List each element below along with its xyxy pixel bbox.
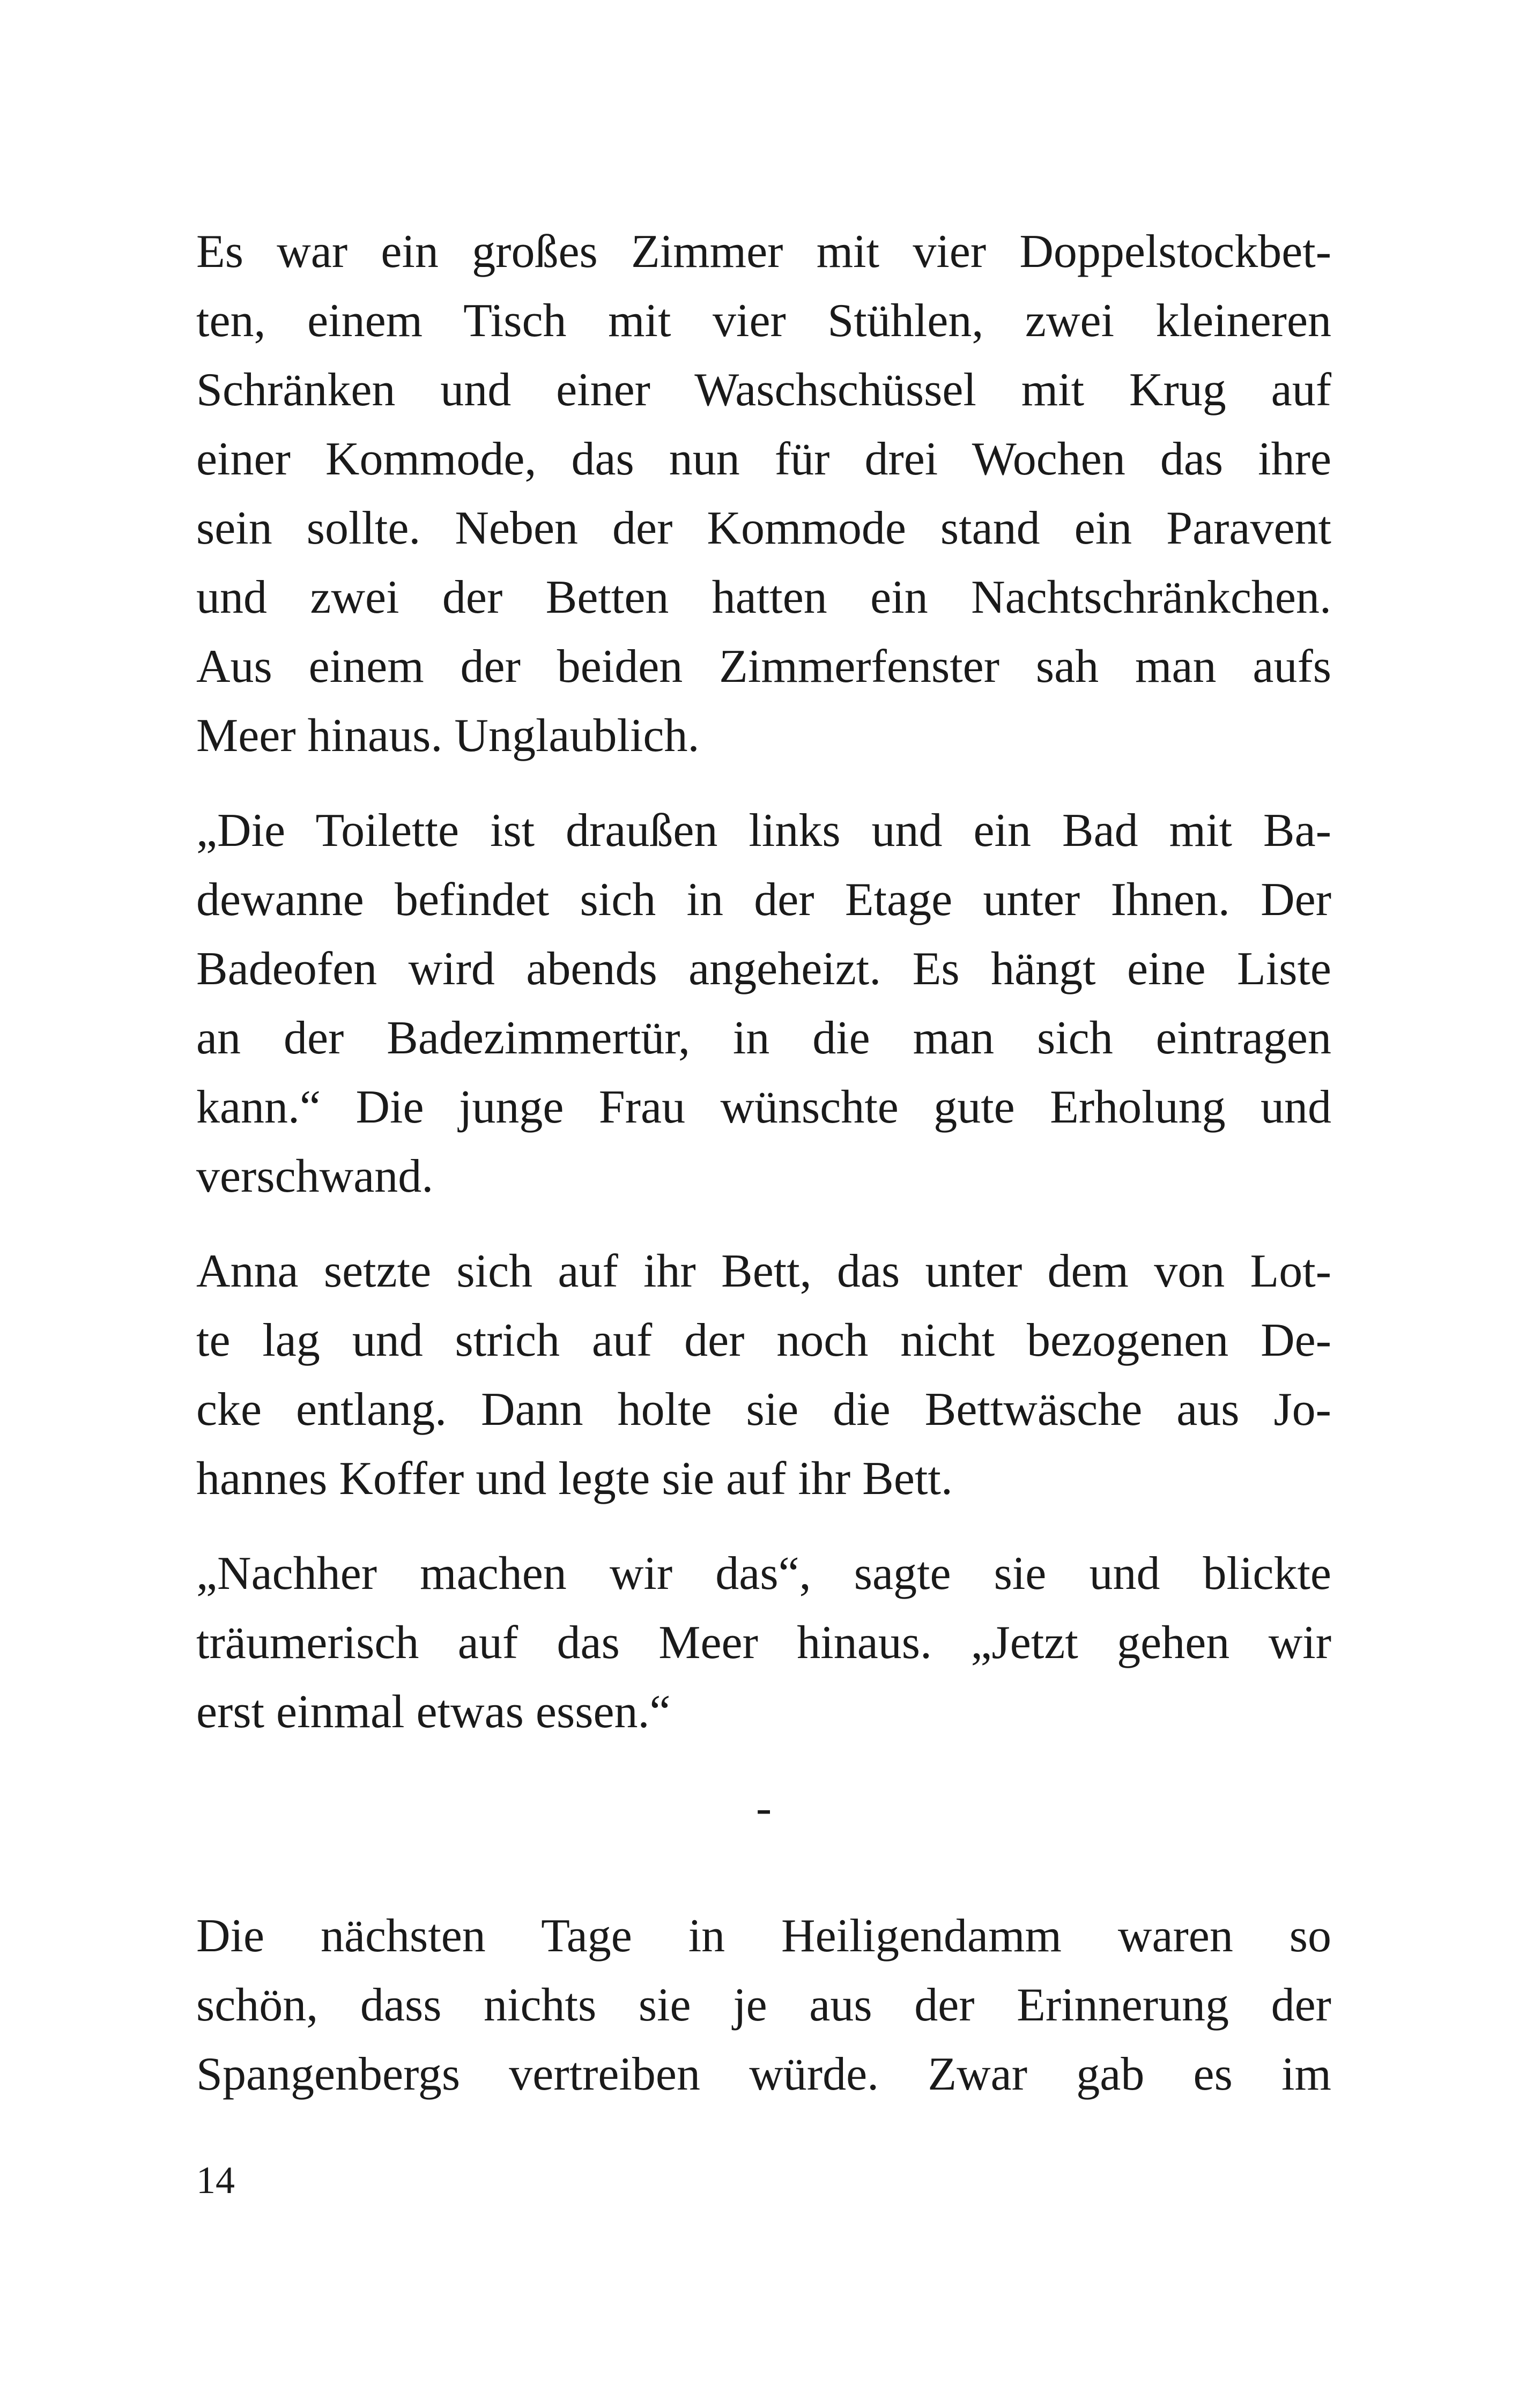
text-line: „Nachher machen wir das“, sagte sie und blickte — [196, 1548, 1331, 1600]
text-line: Anna setzte sich auf ihr Bett, das unter dem von Lot- — [196, 1245, 1331, 1297]
text-line: schön, dass nichts sie je aus der Erinnerung der — [196, 1979, 1331, 2031]
text-line: Meer hinaus. Unglaublich. — [196, 710, 700, 762]
text-line: erst einmal etwas essen.“ — [196, 1686, 671, 1738]
text-line: sein sollte. Neben der Kommode stand ein Paravent — [196, 502, 1331, 554]
paragraph-anna-bed — [196, 1237, 1331, 1513]
paragraph-next-days — [196, 1901, 1331, 2109]
text-line: te lag und strich auf der noch nicht bezogenen De- — [196, 1314, 1331, 1366]
text-line: kann.“ Die junge Frau wünschte gute Erholung und — [196, 1081, 1331, 1133]
body-text — [196, 217, 1331, 2135]
text-line: verschwand. — [196, 1150, 434, 1202]
text-line: einer Kommode, das nun für drei Wochen das ihre — [196, 433, 1331, 485]
text-line: Es war ein großes Zimmer mit vier Doppelstockbet- — [196, 226, 1331, 278]
section-separator: - — [755, 1782, 772, 1834]
text-line: Badeofen wird abends angeheizt. Es hängt eine Liste — [196, 943, 1331, 995]
text-line: hannes Koffer und legte sie auf ihr Bett. — [196, 1453, 953, 1505]
text-line: Die nächsten Tage in Heiligendamm waren so — [196, 1910, 1331, 1962]
paragraph-toilet-info — [196, 796, 1331, 1211]
text-line: „Die Toilette ist draußen links und ein Bad mit Ba- — [196, 805, 1331, 857]
text-line: Aus einem der beiden Zimmerfenster sah man aufs — [196, 641, 1331, 693]
text-line: Schränken und einer Waschschüssel mit Krug auf — [196, 364, 1331, 416]
paragraph-dialogue-later — [196, 1539, 1331, 1746]
text-line: ten, einem Tisch mit vier Stühlen, zwei kleineren — [196, 295, 1331, 347]
text-line: an der Badezimmertür, in die man sich eintragen — [196, 1012, 1331, 1064]
text-line: und zwei der Betten hatten ein Nachtschränkchen. — [196, 571, 1331, 623]
text-line: träumerisch auf das Meer hinaus. „Jetzt gehen wir — [196, 1617, 1331, 1669]
text-line: Spangenbergs vertreiben würde. Zwar gab es im — [196, 2048, 1331, 2100]
text-line: dewanne befindet sich in der Etage unter Ihnen. Der — [196, 874, 1331, 926]
page-number: 14 — [196, 2159, 235, 2202]
paragraph-room-description — [196, 217, 1331, 770]
text-line: cke entlang. Dann holte sie die Bettwäsche aus Jo- — [196, 1384, 1331, 1436]
